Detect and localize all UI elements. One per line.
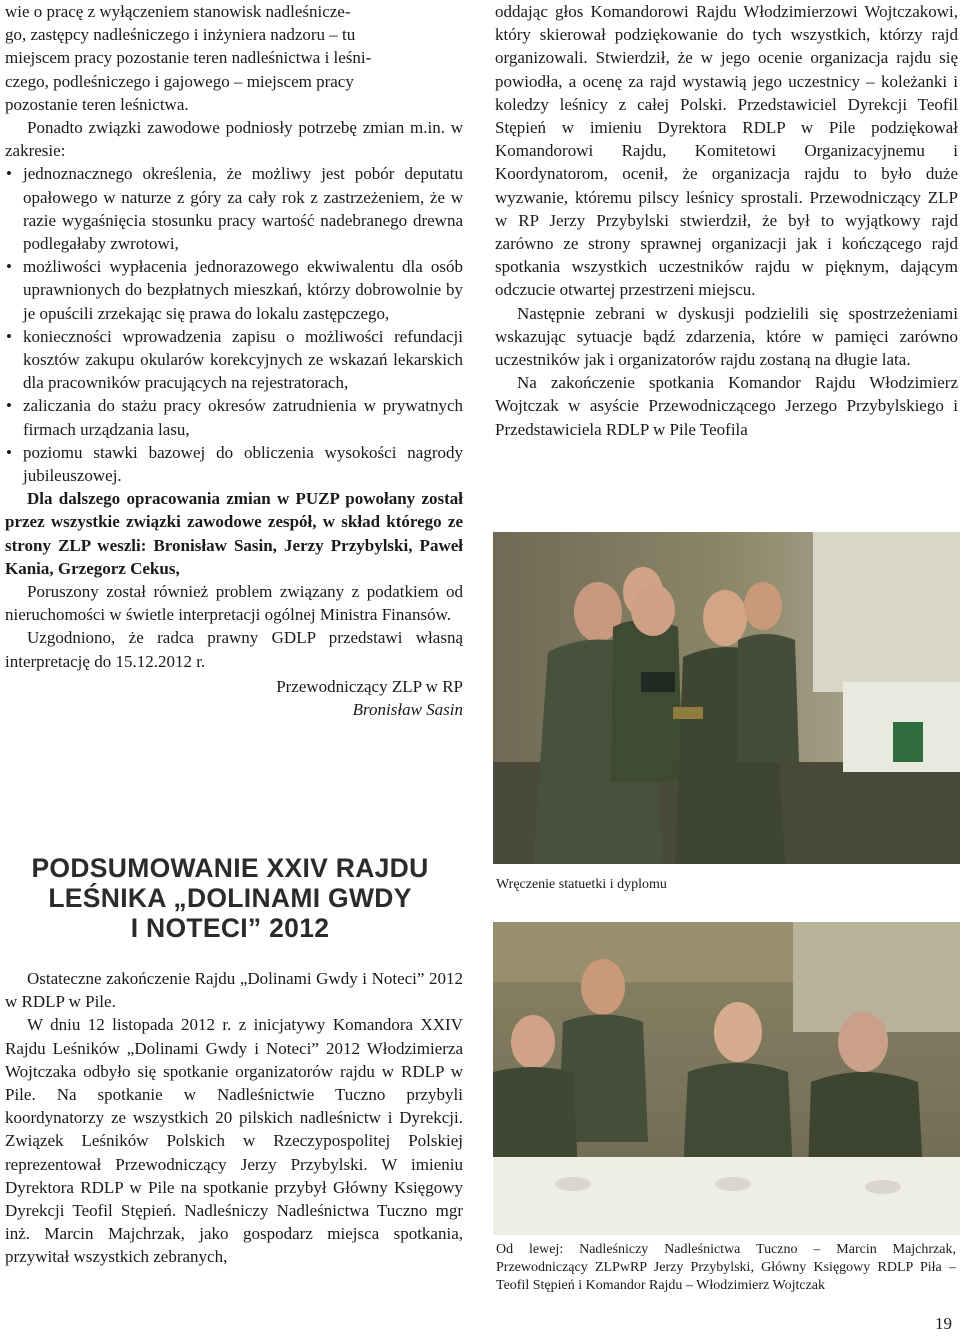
needs-list-item: • jednoznacznego określenia, że możliwy jest pobór deputatu opałowego w naturze z góry za cały rok z zastrzeżeniem, że w razie wygaśnięcia stosunku pracy wartość nadebranego drewna podlegałaby zwrotowi, <box>5 162 463 255</box>
tax-paragraph: Poruszony został również problem związany z podatkiem od nieruchomości w świetle interpretacji ogólnej Ministra Finansów. <box>5 582 463 625</box>
meeting-photo-graphic <box>493 922 960 1235</box>
ceremony-photo-graphic <box>493 532 960 864</box>
closing-paragraph: Na zakończenie spotkania Komandor Rajdu Włodzimierz Wojtczak w asyście Przewodniczącego Jerzego Przybylskiego i Przedstawiciela RDLP w Pile Teofila <box>495 373 958 439</box>
signature-role: Przewodniczący ZLP w RP <box>276 676 463 696</box>
needs-list <box>5 162 463 487</box>
needs-list-item: • zaliczania do stażu pracy okresów zatrudnienia w prywatnych firmach urządzania lasu, <box>5 394 463 440</box>
ceremony-photo <box>493 532 960 864</box>
intro-line: go, zastępcy nadleśniczego i inżyniera nadzoru – tu <box>5 25 356 45</box>
meeting-photo <box>493 922 960 1235</box>
right-column <box>495 0 958 441</box>
needs-list-item: • możliwości wypłacenia jednorazowego ekwiwalentu dla osób uprawnionych do bezpłatnych mieszkań, którzy dobrowolnie by je opuścili zrzekając się prawa do lokalu zastępczego, <box>5 255 463 325</box>
needs-list-item: • poziomu stawki bazowej do obliczenia wysokości nagrody jubileuszowej. <box>5 441 463 487</box>
team-paragraph: Dla dalszego opracowania zmian w PUZP powołany został przez wszystkie związki zawodowe zespół, w skład którego ze strony ZLP weszli: Bronisław Sasin, Jerzy Przybylski, Paweł Kania, Grzegorz Cekus, <box>5 489 463 578</box>
agreed-paragraph: Uzgodniono, że radca prawny GDLP przedstawi własną interpretację do 15.12.2012 r. <box>5 628 463 671</box>
ceremony-caption: Wręczenie statuetki i dyplomu <box>496 877 667 892</box>
signature <box>5 675 463 721</box>
meeting-caption: Od lewej: Nadleśniczy Nadleśnictwa Tuczno – Marcin Majchrzak, Przewodniczący ZLPwRP Jerzy Przybylski, Główny Księgowy RDLP Piła – Teofil Stępień i Komandor Rajdu – Włodzimierz Wojtczak <box>496 1242 956 1293</box>
intro-line: miejscem pracy pozostanie teren nadleśnictwa i leśni- <box>5 48 372 68</box>
heading-line: PODSUMOWANIE XXIV RAJDU <box>31 853 429 883</box>
intro-paragraph <box>5 0 463 116</box>
summary-paragraph: W dniu 12 listopada 2012 r. z inicjatywy Komandora XXIV Rajdu Leśników „Dolinami Gwdy i Noteci” 2012 Włodzimierza Wojtczaka odbyło się spotkanie organizatorów rajdu w RDLP w Pile. Na spotkanie w Nadleśnictwie Tuczno przybyli koordynatorzy ze wszystkich 20 pilskich nadleśnictw i Dyrekcji. Związek Leśników Polskich w Rzeczypospolitej Polskiej reprezentował Przewodniczący Jerzy Przybylski. W imieniu Dyrektora RDLP w Pile na spotkanie przybył Główny Księgowy Dyrekcji Teofil Stępień. Nadleśniczy Nadleśnictwa Tuczno mgr inż. Marcin Majchrzak, jako gospodarz miejsca spotkania, przywitał wszystkich zebranych, <box>5 1015 463 1267</box>
needs-paragraph: Ponadto związki zawodowe podniosły potrzebę zmian m.in. w zakresie: <box>5 118 463 161</box>
section-heading <box>30 853 430 943</box>
signature-name: Bronisław Sasin <box>352 700 463 720</box>
summary-paragraph: Ostateczne zakończenie Rajdu „Dolinami Gwdy i Noteci” 2012 w RDLP w Pile. <box>5 969 463 1012</box>
continued-paragraph: oddając głos Komandorowi Rajdu Włodzimierzowi Wojtczakowi, który skierował podziękowanie do tych wszystkich, którzy rajd organizowali. Stwierdził, że w jego ocenie organizacja rajdu się powiodła, a ocenę za rajd wystawią jego uczestnicy – koleżanki i koledzy leśnicy z całej Polski. Przedstawiciel Dyrekcji Teofil Stępień w imieniu Dyrektora RDLP w Pile podziękował Komandorowi Rajdu, Komitetowi Organizacyjnemu i Koordynatorom, ocenił, że organizacja rajdu to było duże wyzwanie, któremu pilscy leśnicy sprostali. Przewodniczący ZLP w RP Jerzy Przybylski stwierdził, że był to wyjątkowy rajd zarówno ze strony sprawnej organizacji jak i kończącego rajd spotkania wszystkich uczestników rajdu w pięknym, dającym odczucie otwartej przestrzeni miejscu. <box>495 2 958 300</box>
discussion-paragraph: Następnie zebrani w dyskusji podzielili się spostrzeżeniami wskazując sytuacje bądź zdarzenia, które w pamięci zarówno uczestników jak i organizatorów rajdu zostaną na długie lata. <box>495 303 958 370</box>
heading-line: I NOTECI” 2012 <box>130 913 330 943</box>
page-number: 19 <box>935 1314 952 1333</box>
intro-line: pozostanie teren leśnictwa. <box>5 94 189 114</box>
needs-list-item: • konieczności wprowadzenia zapisu o możliwości refundacji kosztów zakupu okularów korekcyjnych ze wskazań lekarskich dla pracowników pracujących na rejestratorach, <box>5 325 463 395</box>
intro-line: wie o pracę z wyłączeniem stanowisk nadleśnicze- <box>5 2 351 21</box>
intro-line: czego, podleśniczego i gajowego – miejscem pracy <box>5 71 354 91</box>
left-column <box>5 0 463 721</box>
rally-summary <box>5 967 463 1269</box>
heading-line: LEŚNIKA „DOLINAMI GWDY <box>48 883 412 913</box>
